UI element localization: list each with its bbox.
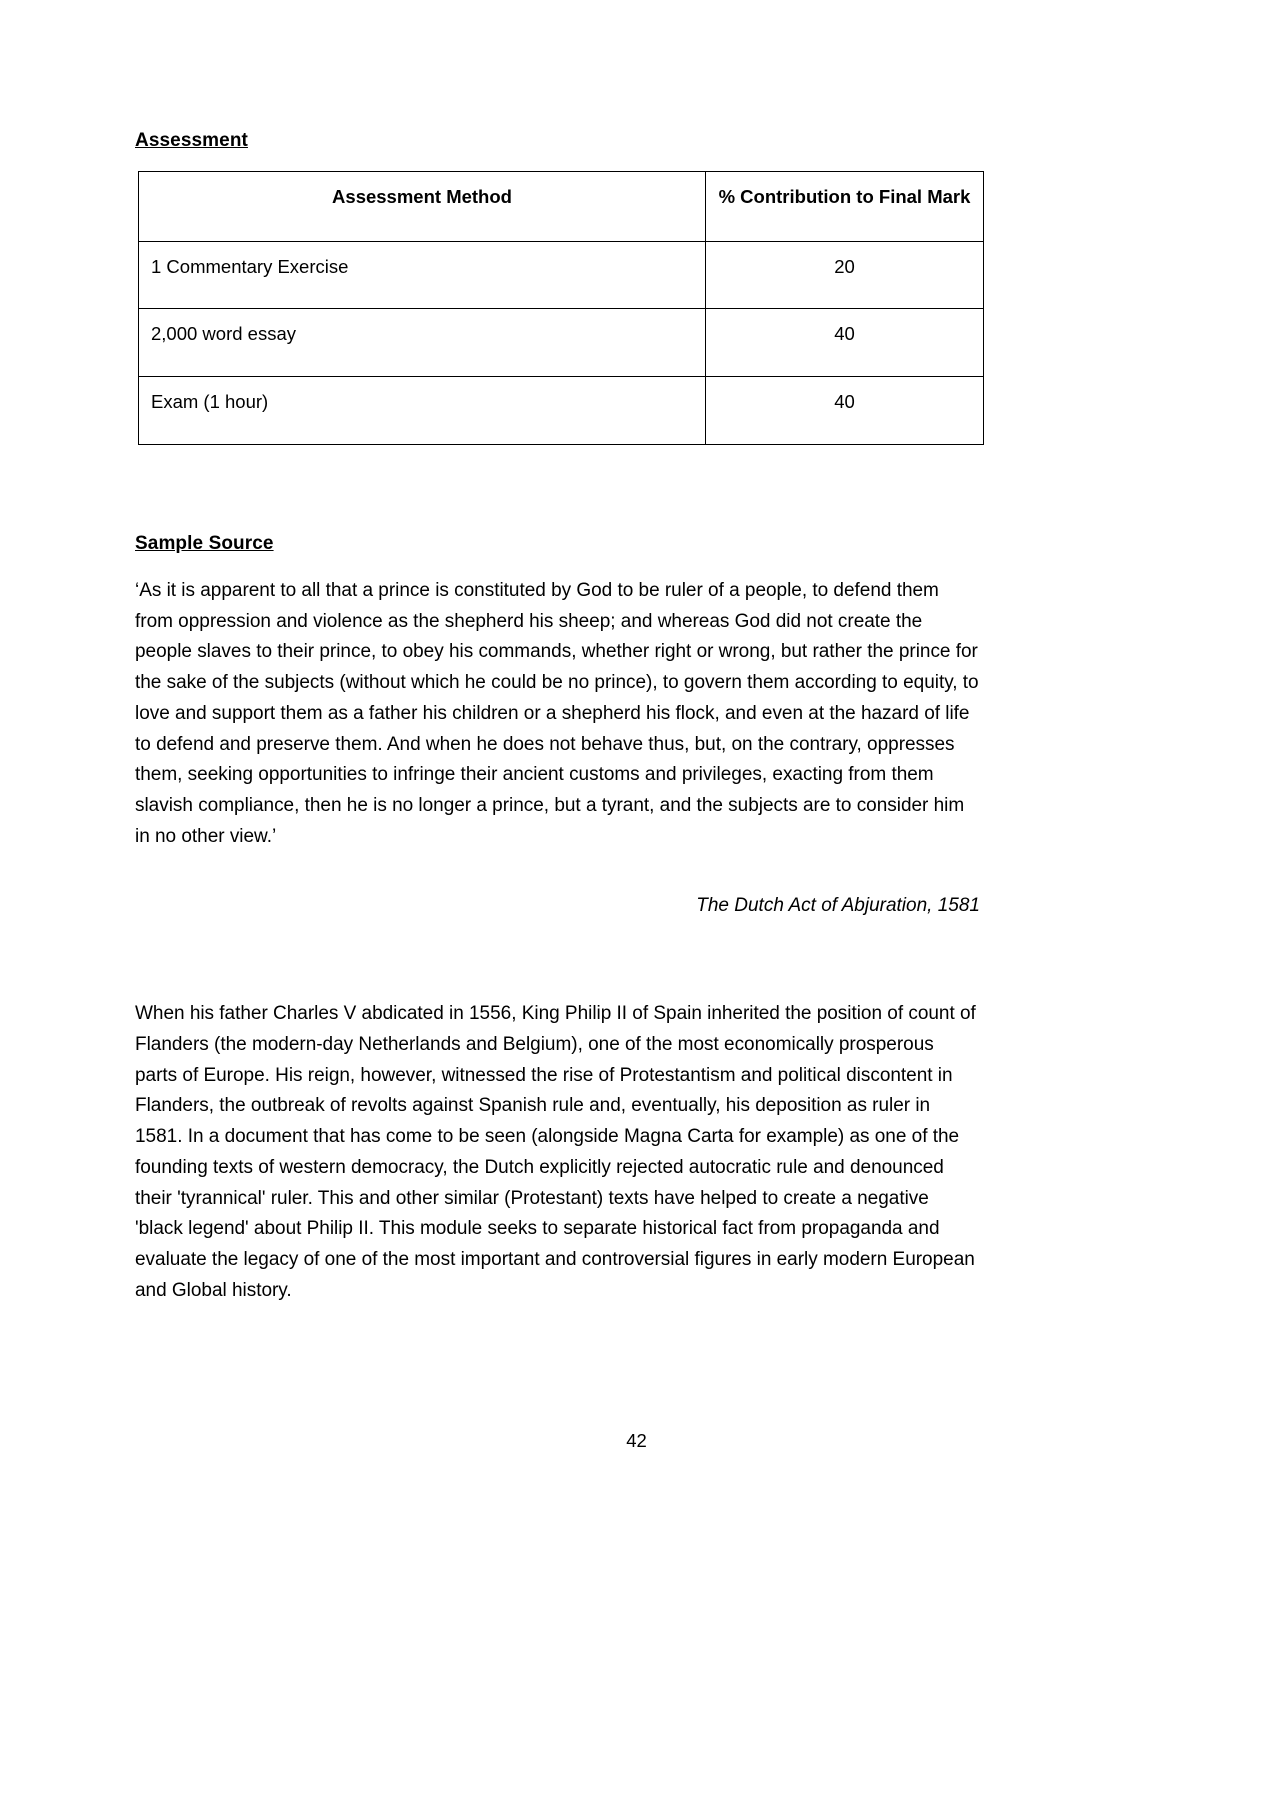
column-header-contribution: % Contribution to Final Mark <box>706 171 984 241</box>
assessment-method-cell: 1 Commentary Exercise <box>139 241 706 309</box>
contribution-cell: 40 <box>706 377 984 445</box>
table-row <box>139 377 984 445</box>
sample-source-heading: Sample Source <box>135 533 274 555</box>
column-header-assessment-method: Assessment Method <box>139 171 706 241</box>
contribution-cell: 20 <box>706 241 984 309</box>
contribution-cell: 40 <box>706 309 984 377</box>
module-description-paragraph: When his father Charles V abdicated in 1556, King Philip II of Spain inherited the position of count of Flanders (the modern-day Netherlands and Belgium), one of the most economically prosperous parts of Europe. His reign, however, witnessed the rise of Protestantism and political discontent in Flanders, the outbreak of revolts against Spanish rule and, eventually, his deposition as ruler in 1581. In a document that has come to be seen (alongside Magna Carta for example) as one of the founding texts of western democracy, the Dutch explicitly rejected autocratic rule and denounced their 'tyrannical' ruler. This and other similar (Protestant) texts have helped to create a negative 'black legend' about Philip II. This module seeks to separate historical fact from propaganda and evaluate the legacy of one of the most important and controversial figures in early modern European and Global history. <box>135 1003 976 1302</box>
assessment-method-cell: 2,000 word essay <box>139 309 706 377</box>
assessment-table <box>138 171 984 445</box>
table-row <box>139 241 984 309</box>
table-header-row <box>139 171 984 241</box>
assessment-heading: Assessment <box>135 130 248 151</box>
sample-source-quote: ‘As it is apparent to all that a prince is constituted by God to be ruler of a people, to defend them from oppression and violence as the shepherd his sheep; and whereas God did not create the people slaves to their prince, to obey his commands, whether right or wrong, but rather the prince for the sake of the subjects (without which he could be no prince), to govern them according to equity, to love and support them as a father his children or a shepherd his flock, and even at the hazard of life to defend and preserve them. And when he does not behave thus, but, on the contrary, oppresses them, seeking opportunities to infringe their ancient customs and privileges, exacting from them slavish compliance, then he is no longer a prince, but a tyrant, and the subjects are to consider him in no other view.’ <box>135 579 979 847</box>
spacer <box>135 445 1138 533</box>
assessment-method-cell: Exam (1 hour) <box>139 377 706 445</box>
table-row <box>139 309 984 377</box>
page-number: 42 <box>626 1430 647 1451</box>
sample-source-attribution: The Dutch Act of Abjuration, 1581 <box>696 894 980 916</box>
